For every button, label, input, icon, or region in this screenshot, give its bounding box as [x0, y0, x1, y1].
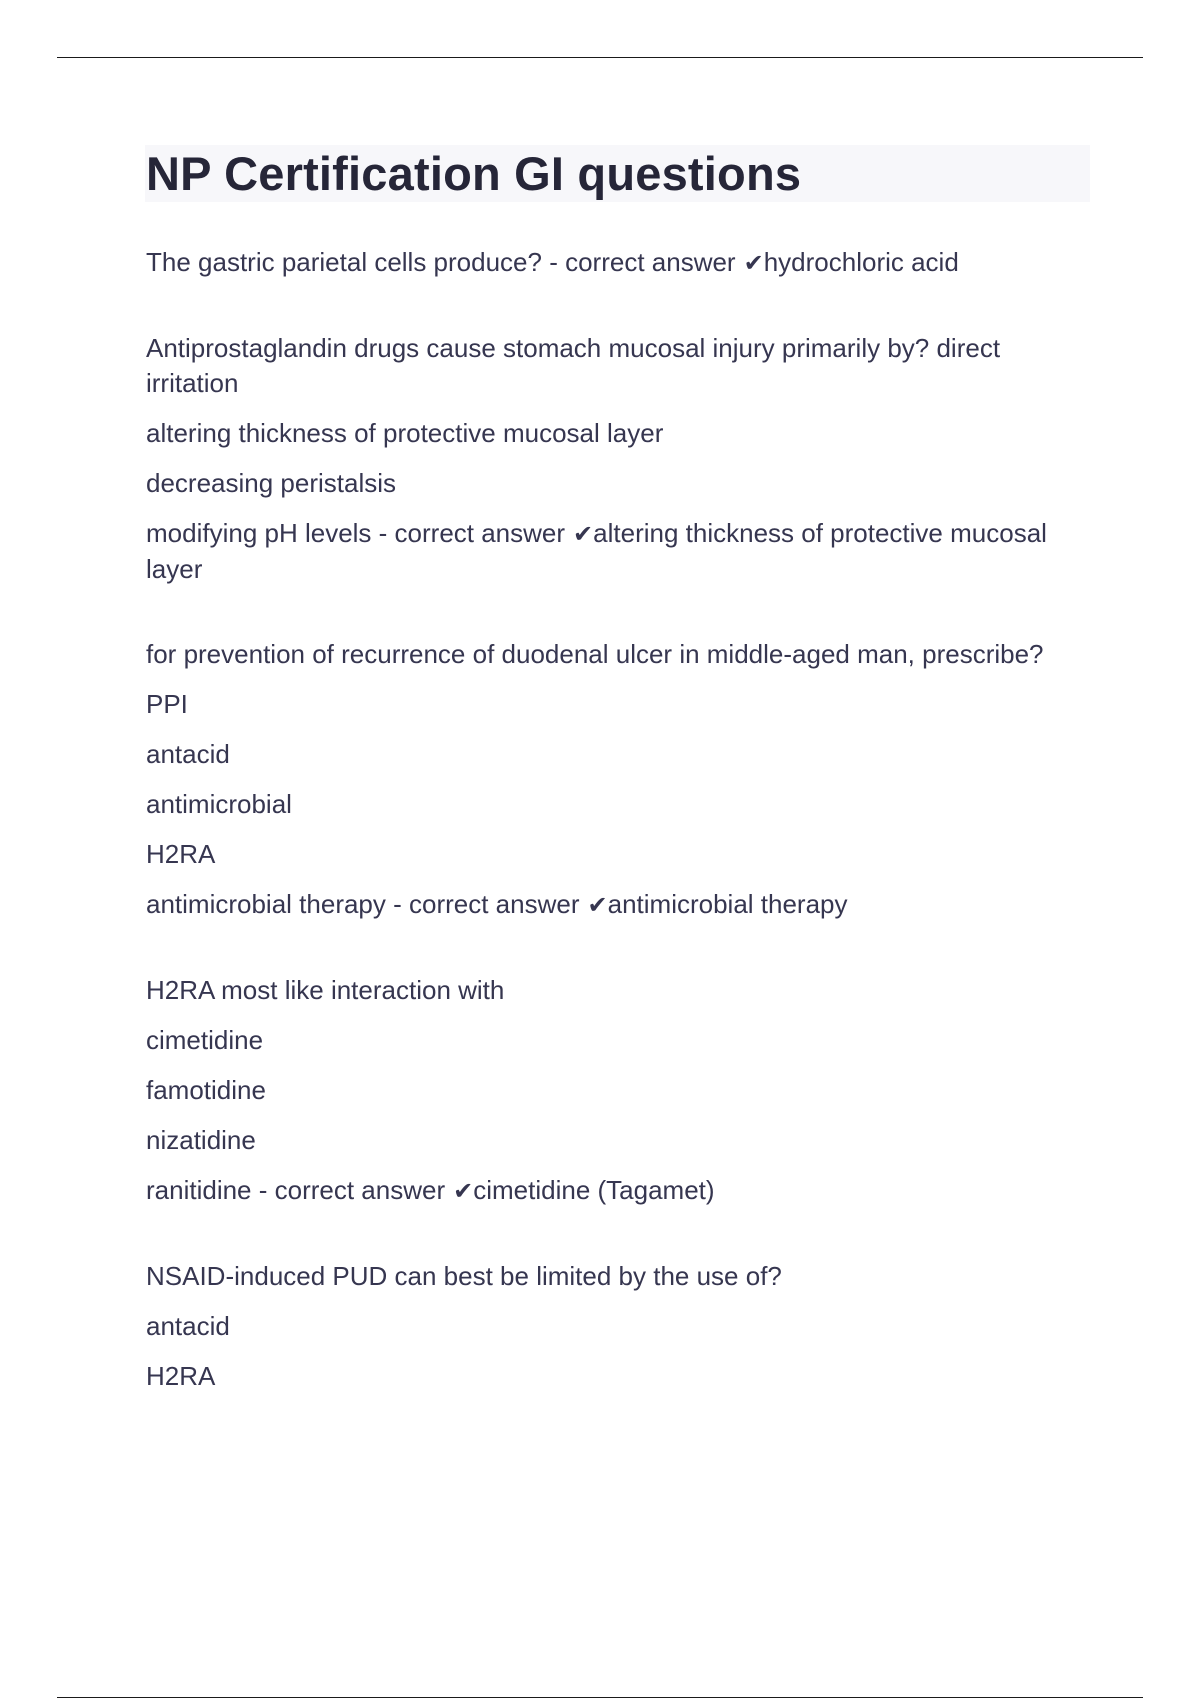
question-line: NSAID-induced PUD can best be limited by the use of? [146, 1261, 782, 1291]
answer-line: ranitidine - correct answer ✔cimetidine (Tagamet) [146, 1175, 715, 1205]
question-block [146, 331, 1096, 587]
option-line: H2RA [146, 1361, 216, 1391]
question-block [146, 1259, 1096, 1394]
question-block [146, 637, 1096, 923]
option-line: altering thickness of protective mucosal layer [146, 418, 664, 448]
bottom-rule [57, 1697, 1143, 1698]
question-line: H2RA most like interaction with [146, 975, 505, 1005]
question-line: Antiprostaglandin drugs cause stomach mucosal injury primarily by? direct irritation [146, 333, 1001, 398]
check-icon: ✔ [743, 249, 764, 277]
option-line: decreasing peristalsis [146, 468, 397, 498]
check-icon: ✔ [587, 891, 608, 919]
top-rule [57, 57, 1143, 58]
correct-answer: hydrochloric acid [763, 247, 959, 277]
document-title: NP Certification GI questions [146, 147, 802, 200]
correct-answer: cimetidine (Tagamet) [473, 1175, 715, 1205]
option-line: antacid [146, 1311, 230, 1341]
check-icon: ✔ [453, 1177, 474, 1205]
check-icon: ✔ [573, 520, 594, 548]
correct-answer: antimicrobial therapy [607, 889, 848, 919]
option-line: famotidine [146, 1075, 266, 1105]
option-line: antacid [146, 739, 230, 769]
answer-line: antimicrobial therapy - correct answer ✔antimicrobial therapy [146, 889, 848, 919]
answer-line: modifying pH levels - correct answer ✔altering thickness of protective mucosal layer [146, 518, 1047, 584]
option-line: PPI [146, 689, 188, 719]
question-line: The gastric parietal cells produce? - correct answer ✔hydrochloric acid [146, 247, 959, 277]
question-list [146, 245, 1096, 1444]
question-block [146, 245, 1096, 281]
option-line: antimicrobial [146, 789, 292, 819]
correct-answer: altering thickness of protective mucosal layer [146, 518, 1047, 584]
question-block [146, 973, 1096, 1209]
option-line: nizatidine [146, 1125, 256, 1155]
question-line: for prevention of recurrence of duodenal ulcer in middle-aged man, prescribe? [146, 639, 1044, 669]
option-line: cimetidine [146, 1025, 264, 1055]
option-line: H2RA [146, 839, 216, 869]
